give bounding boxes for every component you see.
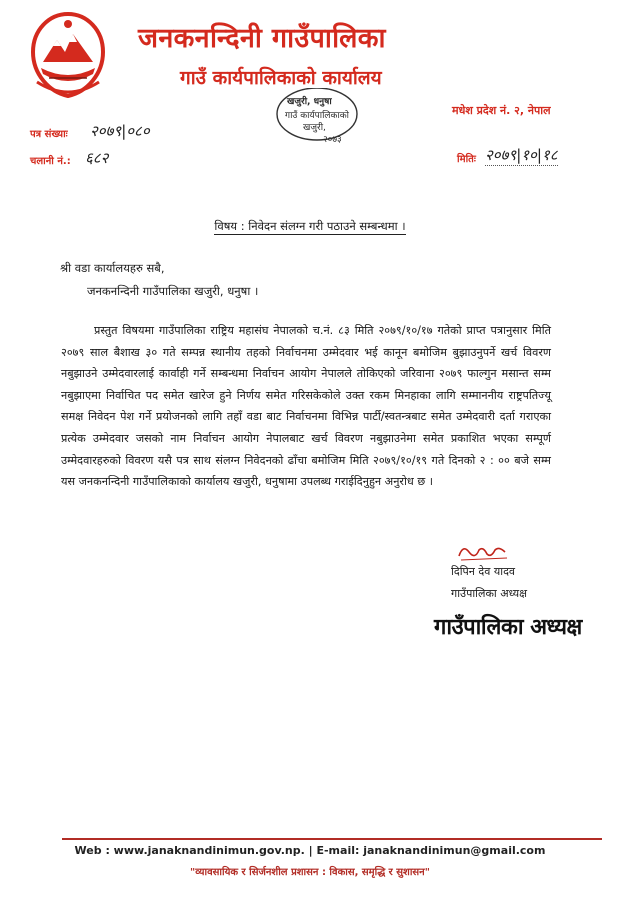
- date-label: मितिः: [457, 154, 476, 165]
- signatory-title: गाउँपालिका अध्यक्ष: [451, 587, 528, 600]
- signatory-name: दिपिन देव यादव: [451, 565, 516, 578]
- footer-contact: Web : www.janaknandinimun.gov.np. | E-mail: janaknandinimun@gmail.com: [74, 844, 546, 857]
- letter-body: [61, 320, 551, 493]
- stamp-line: गाउँ कार्यपालिकाको: [285, 111, 350, 121]
- office-name: गाउँ कार्यपालिकाको कार्यालय: [180, 67, 382, 89]
- chairperson-stamp: गाउँपालिका अध्यक्ष: [434, 615, 582, 640]
- nepal-emblem-logo: [27, 10, 109, 102]
- recipient-line-2: जनकनन्दिनी गाउँपालिका खजुरी, धनुषा ।: [87, 284, 259, 298]
- office-round-stamp: [265, 88, 370, 150]
- footer-slogan: "व्यावसायिक र सिर्जनशील प्रशासन : विकास, समृद्धि र सुशासन": [190, 867, 430, 878]
- stamp-line: खजुरी,: [303, 123, 326, 133]
- handwritten-signature: [455, 540, 515, 564]
- stamp-line: २०७३: [323, 135, 342, 145]
- recipient-line-1: श्री वडा कार्यालयहरु सबै,: [60, 261, 165, 275]
- municipality-name: जनकनन्दिनी गाउँपालिका: [138, 23, 386, 54]
- subject-text: विषय : निवेदन संलग्न गरी पठाउने सम्बन्धमा ।: [214, 219, 406, 233]
- province-label: मधेश प्रदेश नं. २, नेपाल: [452, 104, 551, 117]
- dispatch-number-label: चलानी नं.:: [30, 156, 71, 167]
- date-value: २०७९|१०|१८: [485, 146, 558, 164]
- letter-number-value: २०७९|०८०: [90, 122, 150, 140]
- body-paragraph: प्रस्तुत विषयमा गाउँपालिका राष्ट्रिय महासंघ नेपालको च.नं. ८३ मिति २०७९/१०/१७ गतेको प्राप्त पत्रानुसार मिति २०७९ साल बैशाख ३० गते सम्पन्न स्थानीय तहको निर्वाचनमा उम्मेदवार भई कानून बमोजिम बुझाउनुपर्ने खर्च विवरण नबुझाउने उम्मेदवारलाई कार्वाही गर्ने सम्बन्धमा निर्वाचन आयोग नेपालले तोकिएको जरिवाना २०७९ फाल्गुन मसान्त सम्म नबुझाएमा निर्वाचित पद समेत खारेज हुने निर्णय समेत गरिसकेकोले उक्त रकम मिनहाका लागि सम्माननीय राष्ट्रपतिज्यू समक्ष निवेदन पेश गर्ने प्रयोजनको लागि तहाँ वडा बाट निर्वाचनमा विभिन्न पार्टी/स्वतन्त्रबाट समेत उम्मेदवारी दर्ता गराएका प्रत्येक उम्मेदवार जसको नाम निर्वाचन आयोग नेपालबाट खर्च विवरण नबुझाउनेमा समेत प्रकाशित भएका सम्पूर्ण उम्मेदवारहरुको विवरण यसै पत्र साथ संलग्न निवेदनको ढाँचा बमोजिम मिति २०७९/१०/१९ गते दिनको २ : ०० बजे सम्म यस जनकनन्दिनी गाउँपालिकाको कार्यालय खजुरी, धनुषामा उपलब्ध गराईदिनुहुन अनुरोध छ ।: [61, 324, 551, 489]
- subject-line: [0, 219, 620, 234]
- footer-divider: [62, 838, 602, 840]
- dispatch-number-value: ६८२: [85, 149, 109, 167]
- letter-number-label: पत्र संख्याः: [30, 129, 68, 140]
- stamp-line: खजुरी, धनुषा: [287, 97, 332, 107]
